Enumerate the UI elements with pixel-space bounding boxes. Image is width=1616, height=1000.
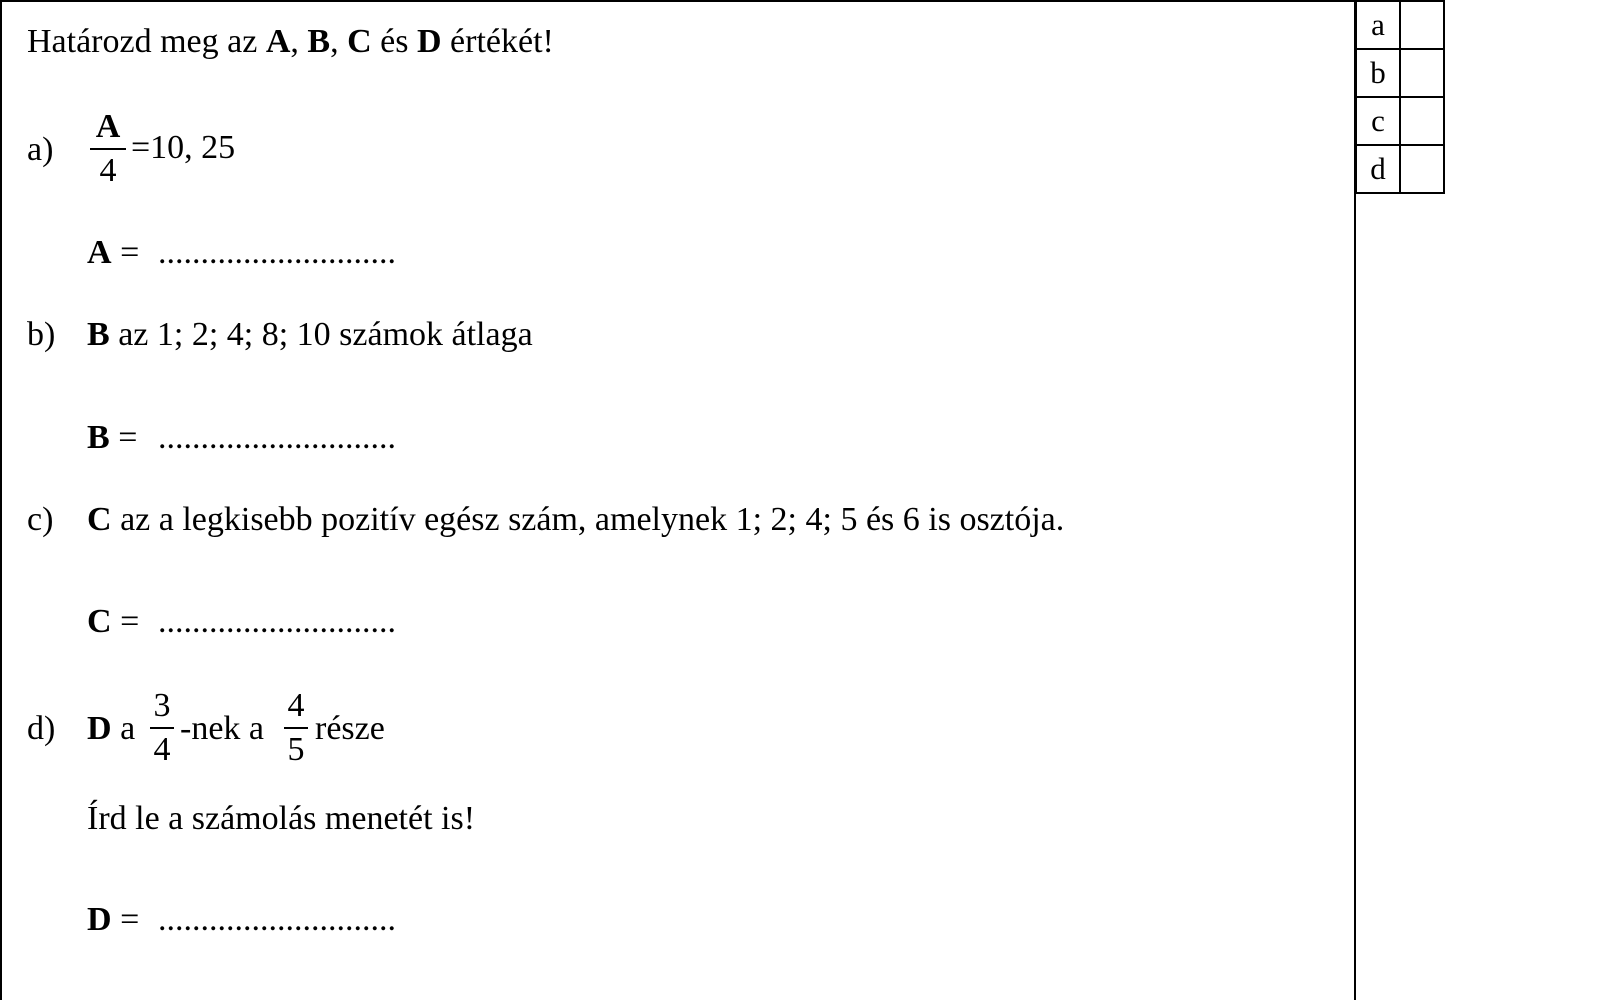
- answer-var: B: [87, 419, 110, 456]
- var-c: C: [87, 501, 112, 538]
- part-b-label: b): [27, 316, 56, 353]
- score-label: d: [1356, 145, 1400, 193]
- answer-var: A: [87, 234, 112, 271]
- fraction-denominator: 5: [287, 731, 305, 768]
- answer-d: [87, 903, 139, 937]
- instruction-text: Határozd meg az: [27, 23, 266, 60]
- answer-var: D: [87, 901, 112, 938]
- answer-b-dots[interactable]: ............................: [158, 419, 396, 456]
- separator: ,: [290, 23, 308, 60]
- answer-eq: =: [111, 901, 140, 938]
- score-row: [1356, 145, 1444, 193]
- fraction-denominator: 4: [99, 152, 117, 189]
- var-c: C: [347, 23, 372, 60]
- fraction-bar: [284, 727, 308, 729]
- part-d-end-text: része: [315, 710, 385, 747]
- score-cell[interactable]: [1400, 1, 1444, 49]
- var-b: B: [307, 23, 331, 60]
- var-d: D: [416, 23, 442, 60]
- instruction-text: és: [371, 23, 417, 60]
- part-d-fraction-1: [150, 689, 174, 767]
- var-d: D: [87, 710, 112, 747]
- instruction-text: értékét!: [441, 23, 554, 60]
- part-d-mid-text: -nek a: [180, 710, 265, 747]
- answer-var: C: [87, 603, 112, 640]
- part-d-fraction-2: [284, 689, 308, 767]
- part-c-label: c): [27, 501, 54, 538]
- fraction-numerator: 3: [153, 687, 171, 724]
- score-row: [1356, 49, 1444, 97]
- score-label: c: [1356, 97, 1400, 145]
- fraction-bar: [150, 727, 174, 729]
- var-a: A: [265, 23, 291, 60]
- score-label: a: [1356, 1, 1400, 49]
- answer-b: [87, 421, 137, 455]
- part-b-text: [87, 318, 533, 352]
- fraction-numerator: A: [95, 108, 121, 145]
- part-a-fraction: [90, 110, 126, 188]
- score-label: b: [1356, 49, 1400, 97]
- separator: ,: [330, 23, 348, 60]
- part-b-description: az 1; 2; 4; 8; 10 számok átlaga: [109, 316, 533, 353]
- fraction-numerator: 4: [287, 687, 305, 724]
- score-cell[interactable]: [1400, 145, 1444, 193]
- fraction-bar: [90, 148, 126, 150]
- answer-a: [87, 236, 139, 270]
- answer-d-dots[interactable]: ............................: [158, 901, 396, 938]
- var-b: B: [87, 316, 110, 353]
- part-d-var: [87, 712, 135, 746]
- part-a-label: a): [27, 131, 54, 168]
- answer-a-dots[interactable]: ............................: [158, 234, 396, 271]
- part-c-description: az a legkisebb pozitív egész szám, amelynek 1; 2; 4; 5 és 6 is osztója.: [111, 501, 1065, 538]
- fraction-denominator: 4: [153, 731, 171, 768]
- answer-c: [87, 605, 139, 639]
- answer-c-dots[interactable]: ............................: [158, 603, 396, 640]
- score-cell[interactable]: [1400, 97, 1444, 145]
- answer-eq: =: [109, 419, 138, 456]
- score-row: [1356, 97, 1444, 145]
- part-d-text: a: [111, 710, 136, 747]
- part-a-equation: =10, 25: [131, 129, 236, 166]
- score-row: [1356, 1, 1444, 49]
- part-c-text: [87, 503, 1064, 537]
- score-cell[interactable]: [1400, 49, 1444, 97]
- score-table: [1355, 0, 1445, 194]
- part-d-label: d): [27, 710, 56, 747]
- answer-eq: =: [111, 234, 140, 271]
- part-d-note: Írd le a számolás menetét is!: [87, 800, 476, 837]
- answer-eq: =: [111, 603, 140, 640]
- instruction: [27, 25, 554, 59]
